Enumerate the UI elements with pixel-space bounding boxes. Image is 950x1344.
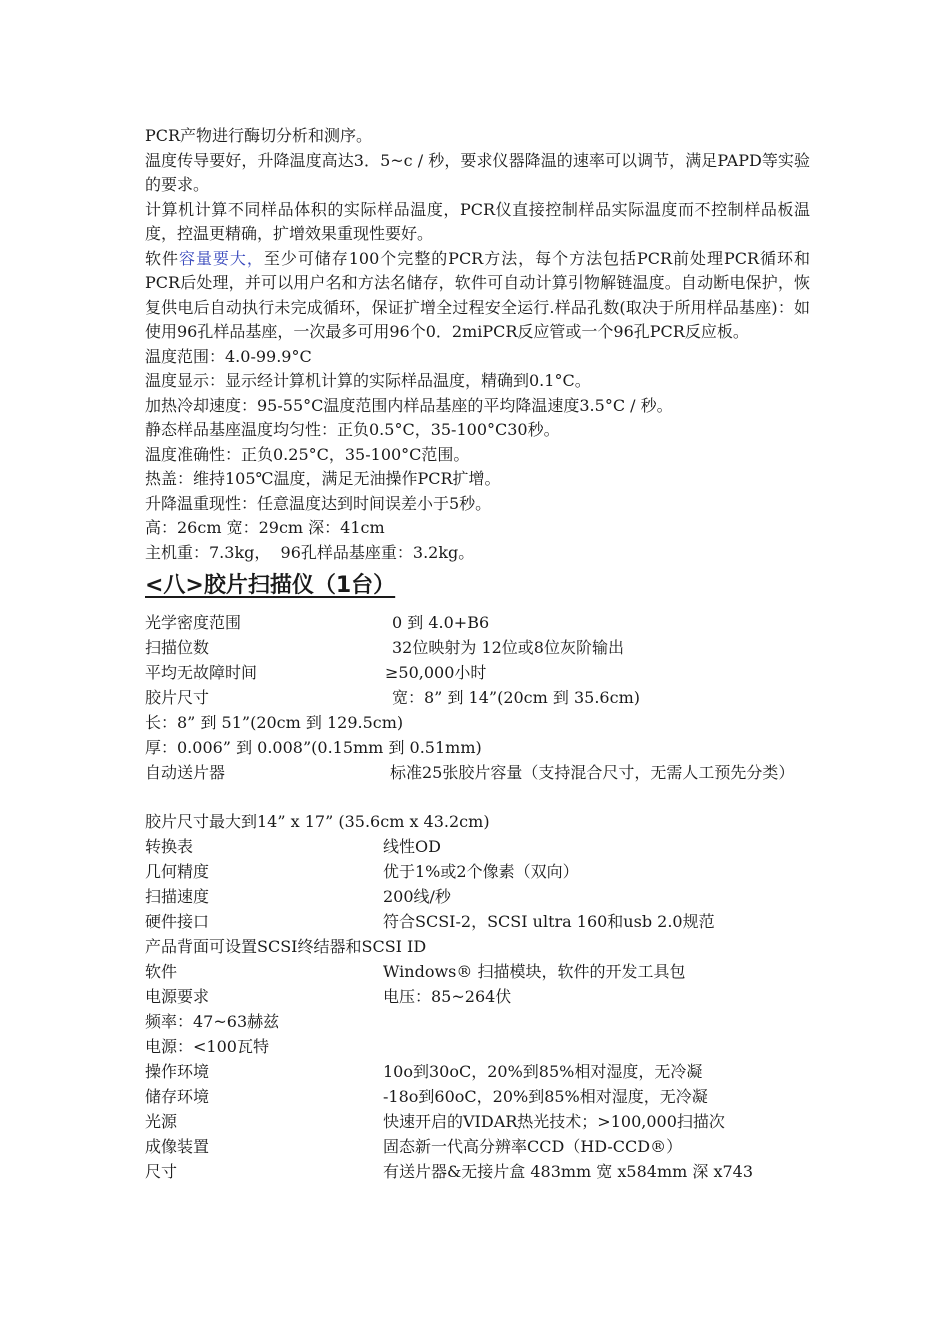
spec-heated-lid: 热盖：维持105℃温度，满足无油操作PCR扩增。 xyxy=(145,469,501,488)
spec-row-scsi-note xyxy=(145,935,810,960)
spec-text: 频率：47~63赫兹 xyxy=(145,1012,280,1031)
spec-text: 胶片尺寸最大到14” x 17” (35.6cm x 43.2cm) xyxy=(145,812,490,831)
spec-value: 优于1%或2个像素（双向） xyxy=(383,862,579,881)
spec-weight: 主机重：7.3kg， 96孔样品基座重：3.2kg。 xyxy=(145,542,475,562)
spec-label: 扫描位数 xyxy=(145,638,210,657)
pcr-description xyxy=(145,124,810,565)
spec-row-mtbf xyxy=(145,661,810,686)
spec-temperature-accuracy: 温度准确性：正负0.25°C，35-100°C范围。 xyxy=(145,444,470,464)
spec-row-storage-env xyxy=(145,1085,810,1110)
spec-row-frequency xyxy=(145,1010,810,1035)
spec-temperature-display: 温度显示：显示经计算机计算的实际样品温度，精确到0.1°C。 xyxy=(145,371,591,390)
spec-text: 电源：<100瓦特 xyxy=(145,1037,269,1056)
spec-value: 线性OD xyxy=(383,837,441,856)
spec-dimensions: 高：26cm 宽：29cm 深：41cm xyxy=(145,518,385,537)
spec-label: 储存环境 xyxy=(145,1087,210,1106)
spec-row-scan-bits xyxy=(145,636,810,661)
spec-row-film-thickness xyxy=(145,736,810,761)
spec-value: -18o到60oC，20%到85%相对湿度，无冷凝 xyxy=(383,1087,708,1106)
paragraph-pcr-products: PCR产物进行酶切分析和测序。 xyxy=(145,126,373,145)
spec-label: 软件 xyxy=(145,962,178,981)
spec-label: 操作环境 xyxy=(145,1062,210,1081)
spec-label: 平均无故障时间 xyxy=(145,663,258,682)
spec-ramp-reproducibility: 升降温重现性：任意温度达到时间误差小于5秒。 xyxy=(145,493,492,513)
spec-value: 电压：85~264伏 xyxy=(383,987,512,1006)
spec-label: 扫描速度 xyxy=(145,887,210,906)
document-body xyxy=(145,124,810,1185)
spec-row-power xyxy=(145,985,810,1010)
spec-value: 有送片器&无接片盒 483mm 宽 x584mm 深 x743 xyxy=(383,1162,754,1181)
capacity-highlight: 容量要大， xyxy=(178,248,264,268)
capacity-rest: 至少可储存100个完整的PCR方法，每个方法包括PCR前处理PCR循环和PCR后处理，并可以用户名和方法名储存，软件可自动计算引物解链温度。自动断电保护，恢复供电后自动执行未完成循环，保证扩增全过程安全运行.样品孔数(取决于所用样品基座)：如使用96孔样品基座，一次最多可用96个0．2miPCR反应管或一个96孔PCR反应板。 xyxy=(145,248,810,341)
spec-value: 快速开启的VIDAR热光技术；>100,000扫描次 xyxy=(383,1112,725,1131)
spec-row-power-supply xyxy=(145,1035,810,1060)
spec-row-software xyxy=(145,960,810,985)
spec-row-dimensions xyxy=(145,1160,810,1185)
spec-text: 产品背面可设置SCSI终结器和SCSI ID xyxy=(145,937,427,956)
spec-row-imaging-device xyxy=(145,1135,810,1160)
paragraph-sample-temperature: 计算机计算不同样品体积的实际样品温度，PCR仪直接控制样品实际温度而不控制样品板温度，控温更精确，扩增效果重现性要好。 xyxy=(145,199,810,243)
spec-value: 32位映射为 12位或8位灰阶输出 xyxy=(392,638,624,657)
spec-label: 胶片尺寸 xyxy=(145,688,210,707)
spec-value: 固态新一代高分辨率CCD（HD-CCD®） xyxy=(383,1137,683,1156)
spec-row-film-size xyxy=(145,686,810,711)
spec-text: 长：8” 到 51”(20cm 到 129.5cm) xyxy=(145,713,404,732)
paragraph-temperature-conduction: 温度传导要好，升降温度高达3．5~c / 秒，要求仪器降温的速率可以调节，满足PAPD等实验的要求。 xyxy=(145,150,810,194)
spec-value: 标准25张胶片容量（支持混合尺寸，无需人工预先分类） xyxy=(390,763,795,782)
spec-text: 厚：0.006” 到 0.008”(0.15mm 到 0.51mm) xyxy=(145,738,482,757)
spec-row-geometric-accuracy xyxy=(145,860,810,885)
spec-row-scan-speed xyxy=(145,885,810,910)
spec-label: 光学密度范围 xyxy=(145,613,242,632)
spec-row-operating-env xyxy=(145,1060,810,1085)
spec-value: 200线/秒 xyxy=(383,887,451,906)
spec-value: ≥50,000小时 xyxy=(385,663,487,682)
capacity-prefix: 软件 xyxy=(145,248,179,268)
spec-row-auto-feeder xyxy=(145,761,810,810)
spec-row-hardware-interface xyxy=(145,910,810,935)
film-scanner-specs xyxy=(145,611,810,1185)
spec-value: 0 到 4.0+B6 xyxy=(392,613,490,632)
spec-row-film-length xyxy=(145,711,810,736)
spec-heating-cooling-speed: 加热冷却速度：95-55°C温度范围内样品基座的平均降温速度3.5°C / 秒。 xyxy=(145,395,673,415)
section-heading-film-scanner: <八>胶片扫描仪（1台） xyxy=(145,573,396,598)
spec-label: 硬件接口 xyxy=(145,912,210,931)
spec-row-light-source xyxy=(145,1110,810,1135)
spec-label: 电源要求 xyxy=(145,987,210,1006)
spec-label: 光源 xyxy=(145,1112,178,1131)
spec-value: Windows® 扫描模块，软件的开发工具包 xyxy=(383,962,686,981)
spec-row-film-size-max xyxy=(145,810,810,835)
spec-label: 转换表 xyxy=(145,837,194,856)
spec-label: 尺寸 xyxy=(145,1162,178,1181)
paragraph-software-capacity xyxy=(145,247,810,345)
spec-value: 符合SCSI-2，SCSI ultra 160和usb 2.0规范 xyxy=(383,912,715,931)
spec-temperature-range: 温度范围：4.0-99.9°C xyxy=(145,346,312,366)
spec-row-conversion-table xyxy=(145,835,810,860)
spec-value: 10o到30oC，20%到85%相对湿度，无冷凝 xyxy=(383,1062,703,1081)
spec-row-optical-density xyxy=(145,611,810,636)
spec-static-uniformity: 静态样品基座温度均匀性：正负0.5°C，35-100°C30秒。 xyxy=(145,420,560,439)
spec-label: 几何精度 xyxy=(145,862,210,881)
spec-value: 宽：8” 到 14”(20cm 到 35.6cm) xyxy=(392,688,640,707)
spec-label: 成像装置 xyxy=(145,1137,210,1156)
spec-label: 自动送片器 xyxy=(145,763,226,782)
